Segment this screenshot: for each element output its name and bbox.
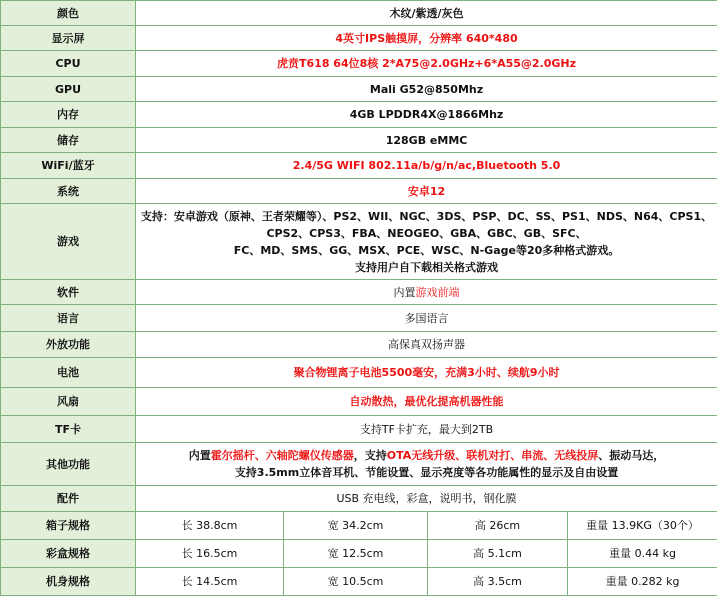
box-weight: 重量 13.9KG（30个） bbox=[568, 512, 717, 540]
color-value: 木纹/紫透/灰色 bbox=[136, 1, 717, 26]
row-software bbox=[1, 280, 717, 305]
screen-value: 4英寸IPS触摸屏，分辨率 640*480 bbox=[136, 26, 717, 51]
other-line-1 bbox=[140, 447, 713, 464]
tf-value: 支持TF卡扩充，最大到2TB bbox=[136, 416, 717, 443]
other-h1: 霍尔摇杆、六轴陀螺仪传感器 bbox=[210, 449, 354, 462]
device-length: 长 14.5cm bbox=[136, 568, 284, 596]
device-height: 高 3.5cm bbox=[428, 568, 568, 596]
storage-value: 128GB eMMC bbox=[136, 128, 717, 153]
row-wifi bbox=[1, 153, 717, 179]
cpu-value: 虎贲T618 64位8核 2*A75@2.0GHz+6*A55@2.0GHz bbox=[136, 51, 717, 77]
giftbox-height: 高 5.1cm bbox=[428, 540, 568, 568]
games-line-4: 支持用户自下载相关格式游戏 bbox=[355, 260, 499, 274]
row-ram bbox=[1, 102, 717, 128]
ram-value: 4GB LPDDR4X@1866Mhz bbox=[136, 102, 717, 128]
box-width: 宽 34.2cm bbox=[284, 512, 428, 540]
gpu-value: Mali G52@850Mhz bbox=[136, 77, 717, 102]
accessories-value: USB 充电线，彩盒，说明书，钢化膜 bbox=[136, 486, 717, 512]
wifi-label: WiFi/蓝牙 bbox=[1, 153, 136, 179]
battery-value: 聚合物锂离子电池5500毫安，充满3小时、续航9小时 bbox=[136, 358, 717, 388]
row-other bbox=[1, 443, 717, 486]
row-os bbox=[1, 179, 717, 204]
box-spec-label: 箱子规格 bbox=[1, 512, 136, 540]
other-line-2: 支持3.5mm立体音耳机、节能设置、显示亮度等各功能属性的显示及自由设置 bbox=[234, 466, 619, 479]
software-label: 软件 bbox=[1, 280, 136, 305]
box-height: 高 26cm bbox=[428, 512, 568, 540]
giftbox-length: 长 16.5cm bbox=[136, 540, 284, 568]
games-label: 游戏 bbox=[1, 204, 136, 280]
row-tf bbox=[1, 416, 717, 443]
language-value: 多国语言 bbox=[136, 305, 717, 332]
row-accessories bbox=[1, 486, 717, 512]
gpu-label: GPU bbox=[1, 77, 136, 102]
row-screen bbox=[1, 26, 717, 51]
games-line-1: 支持：安卓游戏（原神、王者荣耀等）、PS2、WII、NGC、3DS、PSP、DC、SS、PS1、NDS、N64、CPS1、 bbox=[140, 209, 713, 223]
row-giftbox-spec bbox=[1, 540, 717, 568]
speaker-value: 高保真双扬声器 bbox=[136, 332, 717, 358]
row-device-spec bbox=[1, 568, 717, 596]
box-length: 长 38.8cm bbox=[136, 512, 284, 540]
games-line-3: FC、MD、SMS、GG、MSX、PCE、WSC、N-Gage等20多种格式游戏。 bbox=[233, 243, 620, 257]
language-label: 语言 bbox=[1, 305, 136, 332]
other-label: 其他功能 bbox=[1, 443, 136, 486]
giftbox-spec-label: 彩盒规格 bbox=[1, 540, 136, 568]
other-h2: OTA无线升级、联机对打、串流、无线投屏 bbox=[386, 449, 599, 462]
row-storage bbox=[1, 128, 717, 153]
tf-label: TF卡 bbox=[1, 416, 136, 443]
cpu-label: CPU bbox=[1, 51, 136, 77]
screen-label: 显示屏 bbox=[1, 26, 136, 51]
games-value bbox=[136, 204, 717, 280]
accessories-label: 配件 bbox=[1, 486, 136, 512]
other-p2: ，支持 bbox=[353, 449, 387, 462]
device-spec-label: 机身规格 bbox=[1, 568, 136, 596]
row-language bbox=[1, 305, 717, 332]
other-p3: 、振动马达， bbox=[598, 449, 665, 462]
games-line-2: CPS2、CPS3、FBA、NEOGEO、GBA、GBC、GB、SFC、 bbox=[266, 226, 587, 240]
row-gpu bbox=[1, 77, 717, 102]
ram-label: 内存 bbox=[1, 102, 136, 128]
row-cpu bbox=[1, 51, 717, 77]
fan-label: 风扇 bbox=[1, 388, 136, 416]
row-color bbox=[1, 1, 717, 26]
device-width: 宽 10.5cm bbox=[284, 568, 428, 596]
other-p1: 内置 bbox=[188, 449, 211, 462]
fan-value: 自动散热，最优化提高机器性能 bbox=[136, 388, 717, 416]
other-value bbox=[136, 443, 717, 486]
giftbox-width: 宽 12.5cm bbox=[284, 540, 428, 568]
os-label: 系统 bbox=[1, 179, 136, 204]
wifi-value: 2.4/5G WIFI 802.11a/b/g/n/ac,Bluetooth 5.0 bbox=[136, 153, 717, 179]
battery-label: 电池 bbox=[1, 358, 136, 388]
software-highlight: 游戏前端 bbox=[415, 285, 460, 299]
giftbox-weight: 重量 0.44 kg bbox=[568, 540, 717, 568]
os-value: 安卓12 bbox=[136, 179, 717, 204]
row-games bbox=[1, 204, 717, 280]
color-label: 颜色 bbox=[1, 1, 136, 26]
software-value bbox=[136, 280, 717, 305]
device-weight: 重量 0.282 kg bbox=[568, 568, 717, 596]
storage-label: 储存 bbox=[1, 128, 136, 153]
row-battery bbox=[1, 358, 717, 388]
software-prefix: 内置 bbox=[393, 285, 416, 299]
row-speaker bbox=[1, 332, 717, 358]
speaker-label: 外放功能 bbox=[1, 332, 136, 358]
row-fan bbox=[1, 388, 717, 416]
row-box-spec bbox=[1, 512, 717, 540]
